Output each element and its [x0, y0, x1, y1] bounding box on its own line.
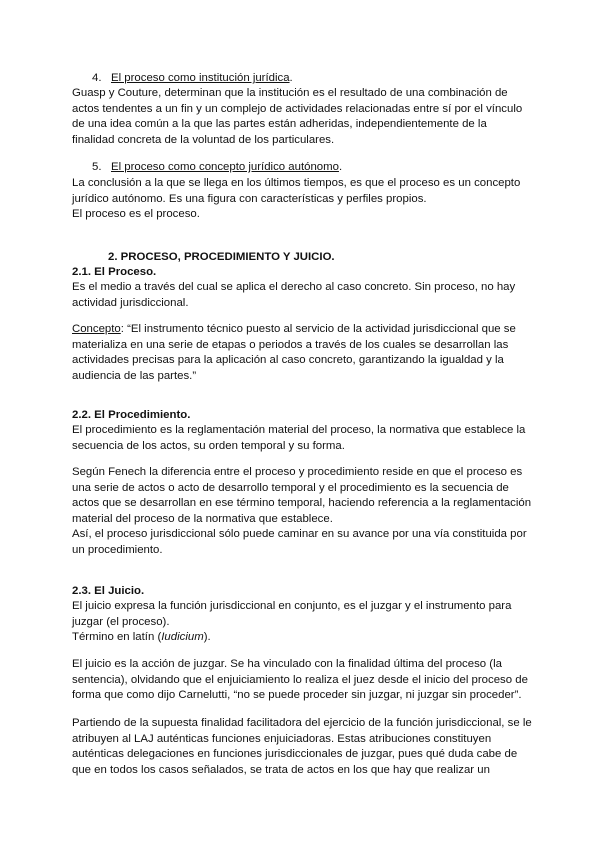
concept-text: : “El instrumento técnico puesto al servicio de la actividad jurisdiccional que se materializa en una serie de etapas o periodos a través de los cuales se desarrollan las actividades precisas para la aplicación al caso concreto, garantizando la igualdad y la audiencia de las partes.”: [72, 323, 516, 382]
section-2-3-body-3: Partiendo de la supuesta finalidad facilitadora del ejercicio de la función jurisdiccional, se le atribuyen al LAJ auténticas funciones enjuiciadoras. Estas atribuciones constituyen auténticas delegaciones en funciones jurisdiccionales de juzgar, pues qué duda cabe de que en todos los casos señalados, se trata de actos en los que hay que realizar un: [72, 717, 532, 776]
section-2-2-title: 2.2. El Procedimiento.: [72, 409, 191, 421]
section-5-heading: [92, 160, 342, 176]
section-2-1-body: Es el medio a través del cual se aplica el derecho al caso concreto. Sin proceso, no hay actividad jurisdiccional.: [72, 281, 516, 309]
section-5-body: La conclusión a la que se llega en los últimos tiempos, es que el proceso es un concepto jurídico autónomo. Es una figura con características y perfiles propios.: [72, 177, 521, 205]
latin-prefix: Término en latín (: [72, 631, 162, 643]
latin-term: Iudicium: [161, 631, 204, 643]
section-2-2-body: El procedimiento es la reglamentación material del proceso, la normativa que establece la secuencia de los actos, su orden temporal y su forma.: [72, 424, 526, 452]
latin-suffix: ).: [203, 631, 211, 643]
section-2-2-body-2: Según Fenech la diferencia entre el proceso y procedimiento reside en que el proceso es una serie de actos o acto de desarrollo temporal y el procedimiento es la secuencia de actos que se desarrollan en ese término temporal, haciendo referencia a la reglamentación material del proceso de la normativa que establece.: [72, 466, 532, 525]
section-4-number: 4.: [92, 72, 102, 84]
concept-label: Concepto: [72, 323, 121, 335]
section-4-title: El proceso como institución jurídica: [111, 72, 290, 84]
section-2-1-title: 2.1. El Proceso.: [72, 266, 157, 278]
section-2-3-latin: [72, 630, 532, 646]
section-4-body: Guasp y Couture, determinan que la institución es el resultado de una combinación de actos tendentes a un fin y un complejo de actividades relacionadas entre sí por el vínculo de una idea común a la que las partes están adheridas, independientemente de la finalidad concreta de la voluntad de los particulares.: [72, 87, 523, 146]
chapter-2-title: 2. PROCESO, PROCEDIMIENTO Y JUICIO.: [108, 251, 335, 263]
section-2-3-body: El juicio expresa la función jurisdiccional en conjunto, es el juzgar y el instrumento para juzgar (el proceso).: [72, 600, 512, 628]
section-2-3-title: 2.3. El Juicio.: [72, 585, 145, 597]
section-5-title: El proceso como concepto jurídico autónomo: [111, 161, 339, 173]
section-4-heading: [92, 71, 293, 87]
section-5-body-2: El proceso es el proceso.: [72, 208, 200, 220]
section-4-title-period: .: [289, 72, 293, 84]
section-2-2-body-3: Así, el proceso jurisdiccional sólo puede caminar en su avance por una vía constituida por un procedimiento.: [72, 528, 527, 556]
section-5-number: 5.: [92, 161, 102, 173]
section-2-1-concept: [72, 322, 532, 384]
section-5-title-period: .: [338, 161, 343, 173]
section-2-3-body-2: El juicio es la acción de juzgar. Se ha vinculado con la finalidad última del proceso (la sentencia), olvidando que el enjuiciamiento lo realiza el juez desde el inicio del proceso de forma que como dijo Carnelutti, “no se puede proceder sin juzgar, ni juzgar sin proceder”.: [72, 658, 528, 702]
